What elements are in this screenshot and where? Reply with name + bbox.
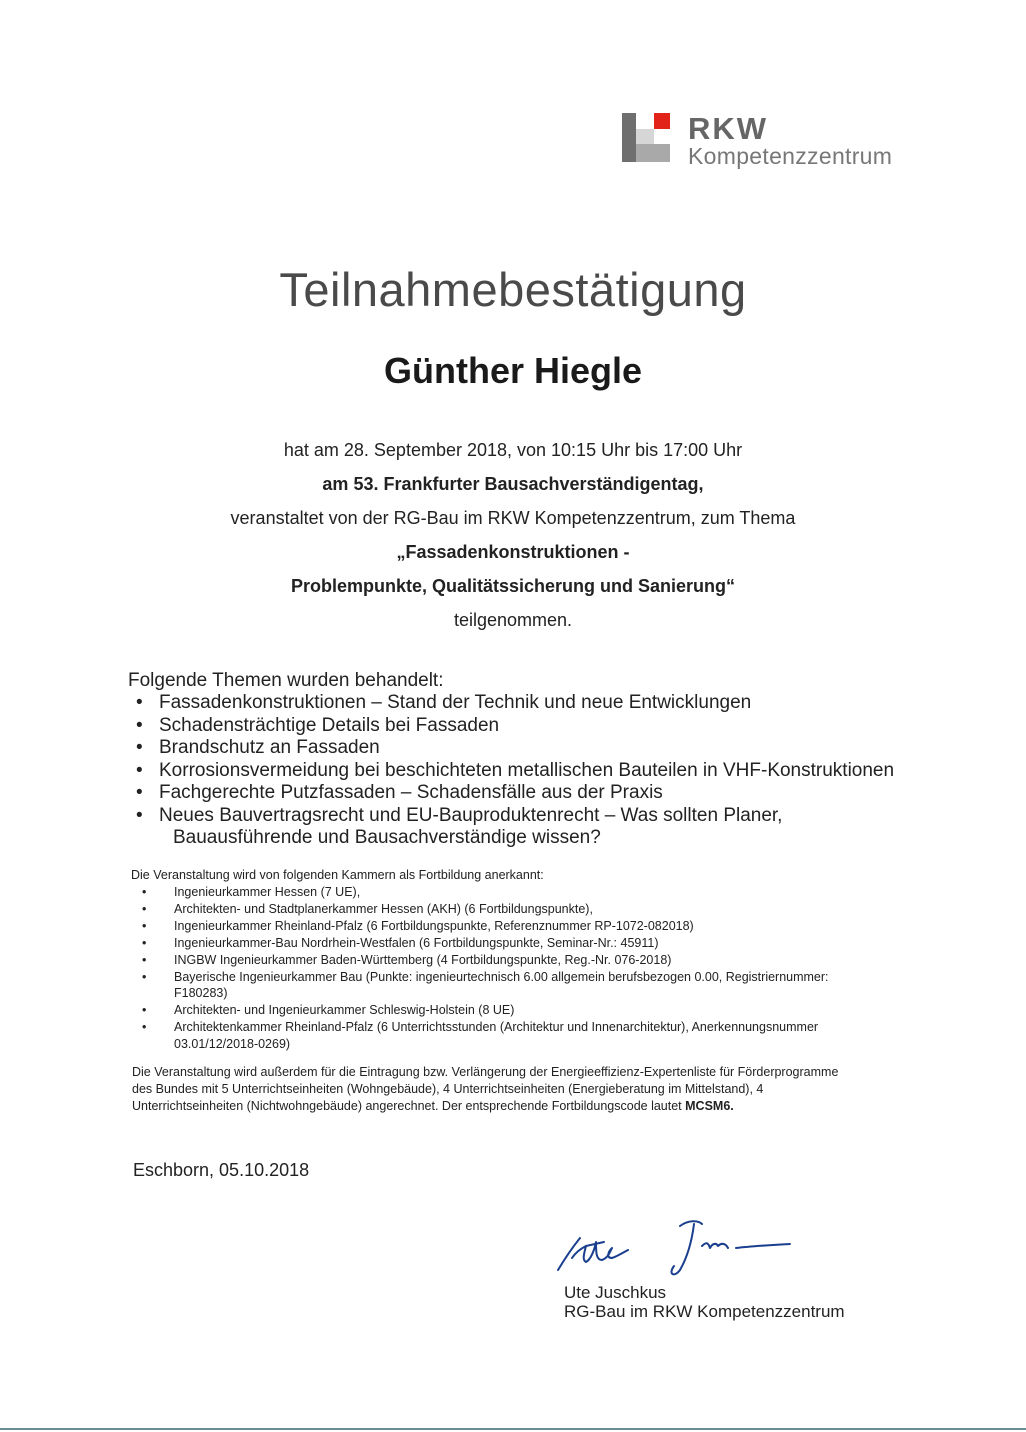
topic-title-line-2: Problempunkte, Qualitätssicherung und Sanierung“ — [290, 576, 736, 596]
energy-expert-note: Die Veranstaltung wird außerdem für die Eintragung bzw. Verlängerung der Energieeffizienz-Expertenliste für Förderprogramme des Bundes mit 5 Unterrichtseinheiten (Wohngebäude), 4 Unterrichtseinheiten (Energieberatung im Mittelstand), 4 Unterrichtseinheiten (Nichtwohngebäude) angerechnet. Der entsprechende Fortbildungscode lautet MCSM6. — [132, 1065, 839, 1113]
rkw-logo-mark — [622, 113, 670, 162]
bullet-icon: • — [142, 935, 147, 950]
event-name-line: am 53. Frankfurter Bausachverständigentag, — [322, 474, 704, 494]
bullet-icon: • — [136, 714, 143, 736]
bullet-icon: • — [136, 782, 143, 803]
bullet-icon: • — [142, 1003, 147, 1018]
topic-title-line-1: „Fassadenkonstruktionen - — [396, 542, 630, 562]
topic-item: • Korrosionsvermeidung bei beschichteten metallischen Bauteilen in VHF-Konstruktionen — [136, 759, 895, 781]
footer-divider — [0, 1428, 1026, 1430]
bullet-icon: • — [142, 1020, 147, 1035]
topic-item: • Schadensträchtige Details bei Fassaden — [136, 714, 500, 736]
bullet-icon: • — [142, 918, 147, 933]
attended-line: teilgenommen. — [453, 610, 573, 630]
chamber-item: • Bayerische Ingenieurkammer Bau (Punkte: ingenieurtechnisch 6.00 allgemein berufsbezogen 0.00, Registriernummer: F180283) — [142, 969, 829, 1001]
chambers-list — [142, 884, 922, 1053]
chamber-item: • Architektenkammer Rheinland-Pfalz (6 Unterrichtsstunden (Architektur und Innenarchitektur), Anerkennungsnummer 03.01/12/2018-0269) — [142, 1020, 819, 1052]
bullet-icon: • — [142, 969, 147, 984]
training-code: MCSM6. — [685, 1098, 734, 1113]
topic-item: • Brandschutz an Fassaden — [136, 737, 380, 758]
logo-name: RKW — [688, 111, 769, 146]
document-title: Teilnahmebestätigung — [279, 263, 747, 316]
participant-name: Günther Hiegle — [383, 350, 643, 391]
organizer-line: veranstaltet von der RG-Bau im RKW Kompetenzzentrum, zum Thema — [230, 508, 796, 528]
bullet-icon: • — [136, 759, 143, 781]
chamber-item: • Ingenieurkammer Hessen (7 UE), — [142, 885, 361, 899]
topics-heading: Folgende Themen wurden behandelt: — [128, 670, 444, 691]
bullet-icon: • — [142, 952, 147, 967]
chamber-item: • Ingenieurkammer-Bau Nordrhein-Westfalen (6 Fortbildungspunkte, Seminar-Nr.: 45911) — [142, 935, 659, 950]
topic-item: • Fassadenkonstruktionen – Stand der Technik und neue Entwicklungen — [136, 692, 752, 713]
place-date: Eschborn, 05.10.2018 — [133, 1160, 310, 1180]
chamber-item: • Ingenieurkammer Rheinland-Pfalz (6 Fortbildungspunkte, Referenznummer RP-1072-082018) — [142, 918, 694, 933]
bullet-icon: • — [136, 804, 143, 826]
signer-name: Ute Juschkus — [564, 1283, 667, 1302]
attendance-date-line: hat am 28. September 2018, von 10:15 Uhr bis 17:00 Uhr — [283, 440, 743, 460]
chamber-item: • Architekten- und Stadtplanerkammer Hessen (AKH) (6 Fortbildungspunkte), — [142, 901, 593, 916]
topic-item: • Neues Bauvertragsrecht und EU-Bauproduktenrecht – Was sollten Planer, Bauausführende und Bausachverständige wissen? — [136, 804, 783, 848]
bullet-icon: • — [142, 885, 147, 899]
signer-organization: RG-Bau im RKW Kompetenzzentrum — [564, 1302, 845, 1321]
logo-subtitle: Kompetenzzentrum — [688, 143, 893, 169]
bullet-icon: • — [136, 692, 143, 713]
topics-list — [136, 692, 894, 850]
chamber-item: • Architekten- und Ingenieurkammer Schleswig-Holstein (8 UE) — [142, 1003, 515, 1018]
bullet-icon: • — [136, 737, 143, 758]
handwritten-signature — [552, 1212, 802, 1282]
signer-block — [564, 1283, 845, 1321]
topic-item: • Fachgerechte Putzfassaden – Schadensfälle aus der Praxis — [136, 782, 663, 803]
chamber-item: • INGBW Ingenieurkammer Baden-Württemberg (4 Fortbildungspunkte, Reg.-Nr. 076-2018) — [142, 952, 672, 967]
chambers-heading: Die Veranstaltung wird von folgenden Kammern als Fortbildung anerkannt: — [131, 868, 544, 882]
bullet-icon: • — [142, 901, 147, 916]
rkw-logo — [622, 111, 922, 169]
